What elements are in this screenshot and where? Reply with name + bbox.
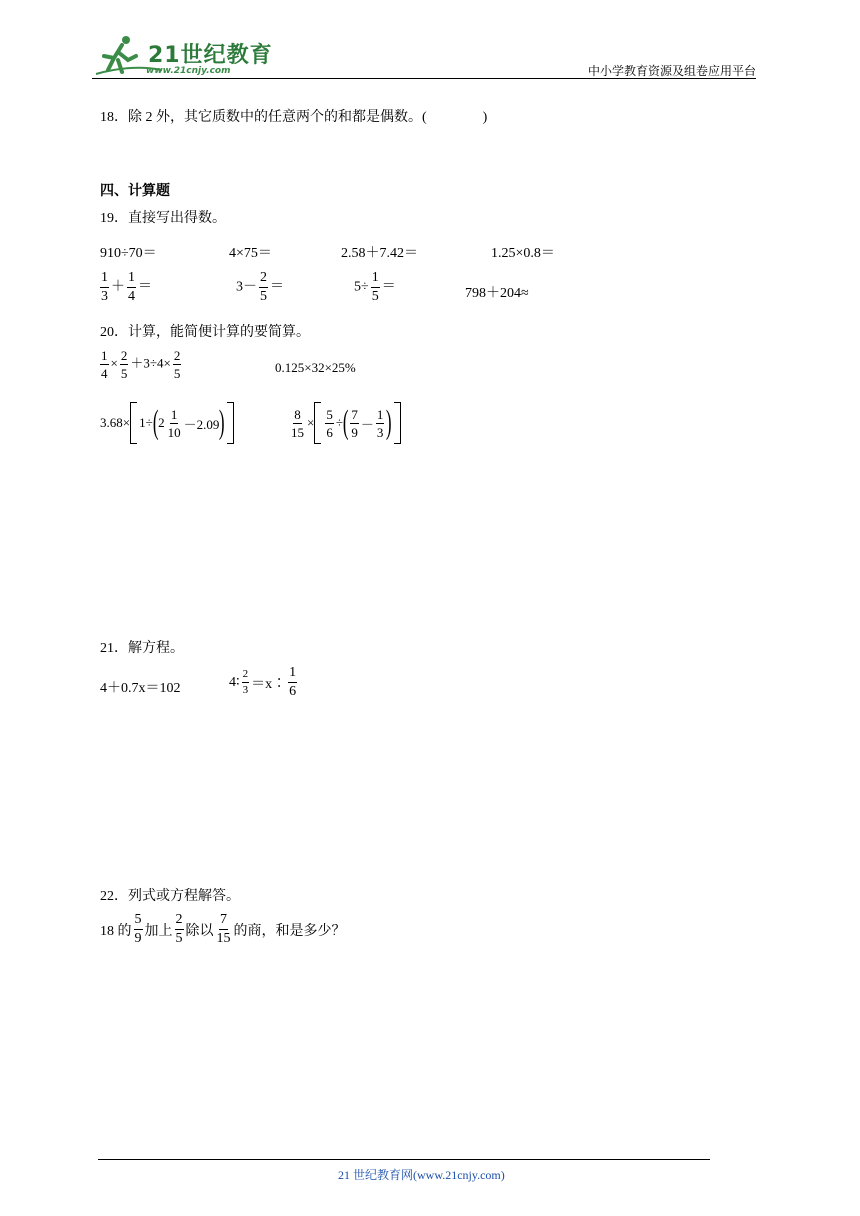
q20-expression-1: $\frac{1}{4}$ × $\frac{2}{5}$ ＋3÷4× $\frac{2}{5}$ [101, 348, 181, 381]
q19-item-1: 910÷70＝ [100, 246, 157, 261]
question-20-title: 20．计算，能简便计算的要简算。 [100, 325, 310, 340]
logo-text: 21世纪教育 [148, 43, 273, 68]
q19-item-4: 1.25×0.8＝ [491, 246, 555, 261]
q20-expression-3: 3.68× 1÷ ( 2 $\frac{1}{10}$ －2.09 ) [100, 402, 234, 444]
q22-problem: 18 的 $\frac{5}{9}$ 加上 $\frac{2}{5}$ 除以 $\frac{7}{15}$ 的商，和是多少？ [100, 912, 346, 946]
question-18: 18．除 2 外，其它质数中的任意两个的和都是偶数。( ) [100, 110, 488, 125]
question-21-title: 21．解方程。 [100, 641, 184, 656]
question-19-title: 19．直接写出得数。 [100, 211, 226, 226]
q21-equation-2: 4∶ $\frac{2}{3}$ ＝x∶ $\frac{1}{6}$ [229, 665, 297, 699]
q19-item-3: 2.58＋7.42＝ [341, 246, 418, 261]
q19-item-6: 3－ $\frac{2}{5}$ ＝ [236, 270, 284, 304]
section-title: 四、计算题 [100, 183, 170, 199]
q21-equation-1: 4＋0.7x＝102 [100, 681, 181, 696]
q19-item-7: 5÷ $\frac{1}{5}$ ＝ [354, 270, 396, 304]
header-divider [92, 78, 756, 79]
q19-item-2: 4×75＝ [229, 246, 272, 261]
q19-item-5: $\frac{1}{3}$ ＋ $\frac{1}{4}$ ＝ [101, 270, 152, 304]
q19-item-8: 798＋204≈ [465, 286, 529, 301]
header-platform-name: 中小学教育资源及组卷应用平台 [587, 64, 756, 78]
question-22-title: 22．列式或方程解答。 [100, 889, 240, 904]
logo-url: www.21cnjy.com [146, 66, 231, 76]
footer-link[interactable]: 21 世纪教育网(www.21cnjy.com) [338, 1168, 505, 1182]
q20-expression-4: $\frac{8}{15}$ × $\frac{5}{6}$ ÷ ( $\frac{7}{9}$ － $\frac{1}{3}$ ) [288, 402, 401, 444]
footer-divider [98, 1159, 710, 1160]
q20-expression-2: 0.125×32×25% [275, 360, 356, 375]
